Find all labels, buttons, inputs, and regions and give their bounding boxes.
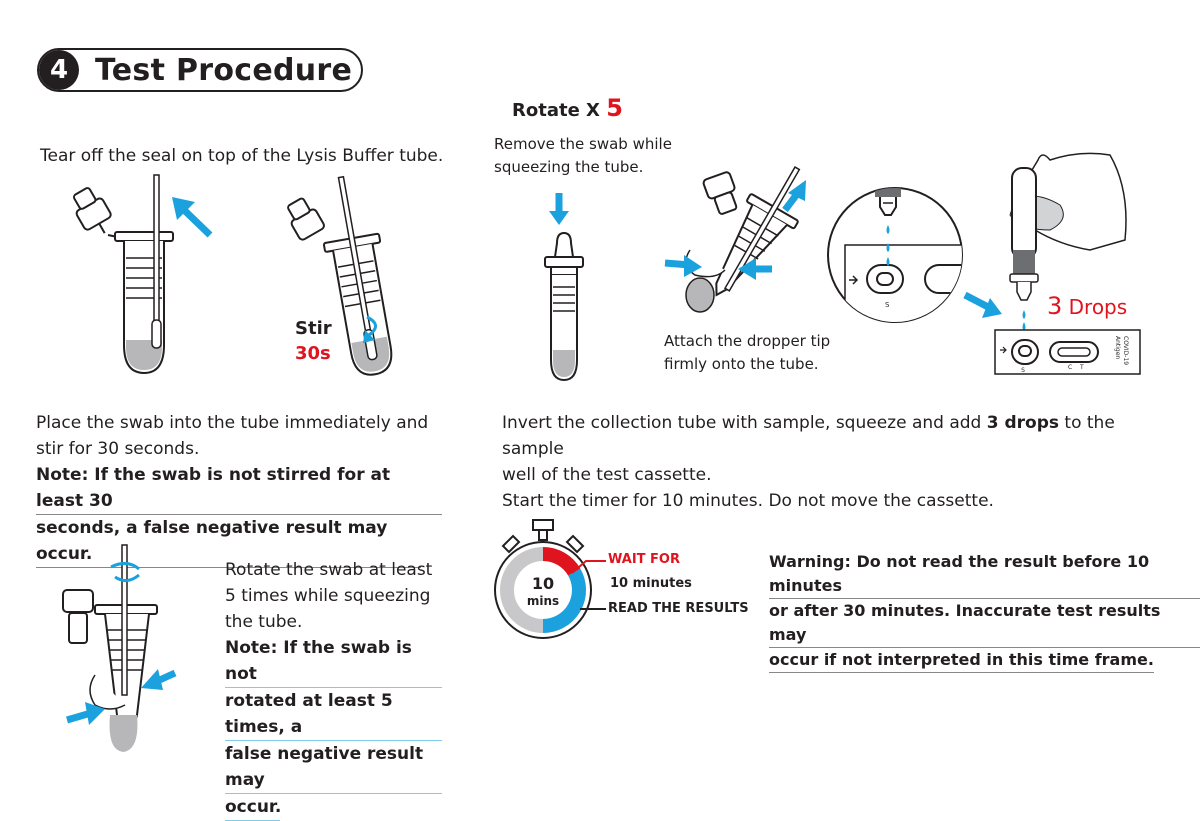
svg-text:C: C — [1068, 364, 1073, 371]
drops-count: 3 — [1047, 292, 1063, 320]
step4-line3: Start the timer for 10 minutes. Do not move the cassette. — [502, 491, 994, 511]
step3-line1: Rotate the swab at least — [225, 560, 433, 580]
svg-text:T: T — [1080, 364, 1084, 371]
warning-line2: or after 30 minutes. Inaccurate test results may — [769, 599, 1200, 648]
remove-line1: Remove the swab while — [494, 135, 672, 153]
drops-label — [1047, 292, 1127, 320]
step3-line2: 5 times while squeezing — [225, 586, 431, 606]
remove-swab-illustration — [660, 165, 820, 325]
down-arrow-icon — [549, 211, 569, 225]
wait-for-label: WAIT FOR — [608, 552, 680, 567]
add-drops-illustration — [990, 150, 1150, 380]
timer-leader-lines — [570, 545, 610, 615]
sample-well-zoom — [825, 185, 965, 325]
step3-note3: false negative result may — [225, 741, 442, 794]
step3-text — [225, 557, 450, 821]
step2-line2: stir for 30 seconds. — [36, 439, 200, 459]
svg-text:Antigen: Antigen — [1114, 336, 1121, 360]
step1-instruction: Tear off the seal on top of the Lysis Buffer tube. — [40, 146, 444, 166]
svg-text:COVID-19: COVID-19 — [1122, 336, 1129, 366]
rotate-count: 5 — [606, 94, 623, 122]
stir-time: 30s — [295, 343, 331, 364]
remove-line2: squeezing the tube. — [494, 158, 644, 176]
warning-text — [769, 550, 1200, 673]
tear-seal-illustration — [60, 175, 230, 385]
step3-note2: rotated at least 5 times, a — [225, 688, 442, 741]
step2-line1: Place the swab into the tube immediately and — [36, 413, 429, 433]
drops-text: Drops — [1068, 295, 1128, 319]
step2-note1: Note: If the swab is not stirred for at least 30 — [36, 462, 442, 515]
rotate-label: Rotate X 5 — [512, 94, 623, 122]
svg-text:S: S — [885, 301, 890, 309]
drops-emphasis: 3 drops — [986, 413, 1060, 433]
attach-line2: firmly onto the tube. — [664, 355, 819, 373]
step4-text — [502, 410, 1162, 514]
stir-label: Stir — [295, 318, 332, 339]
step-number-badge: 4 — [39, 50, 79, 90]
step4-line1: Invert the collection tube with sample, squeeze and add 3 drops to the sample — [502, 413, 1115, 459]
step2-note2: seconds, a false negative result may occur. — [36, 515, 421, 568]
svg-text:S: S — [1021, 367, 1025, 374]
warning-line1: Warning: Do not read the result before 10 minutes — [769, 550, 1200, 599]
step4-line2: well of the test cassette. — [502, 465, 712, 485]
read-results-label: READ THE RESULTS — [608, 601, 749, 616]
svg-text:10: 10 — [531, 574, 555, 593]
tube-cap-icon — [68, 184, 118, 241]
attach-text — [664, 330, 830, 376]
page-title: Test Procedure — [95, 53, 353, 88]
attach-line1: Attach the dropper tip — [664, 332, 831, 350]
svg-text:mins: mins — [526, 594, 560, 608]
dropper-tube-illustration — [535, 185, 595, 385]
step3-note1: Note: If the swab is not — [225, 635, 442, 688]
wait-duration: 10 minutes — [610, 576, 692, 591]
remove-swab-text — [494, 133, 672, 179]
step3-note4: occur. — [225, 794, 280, 821]
warning-line3: occur if not interpreted in this time frame. — [769, 648, 1154, 673]
rotate-squeeze-illustration — [55, 545, 215, 760]
step3-line3: the tube. — [225, 612, 303, 632]
